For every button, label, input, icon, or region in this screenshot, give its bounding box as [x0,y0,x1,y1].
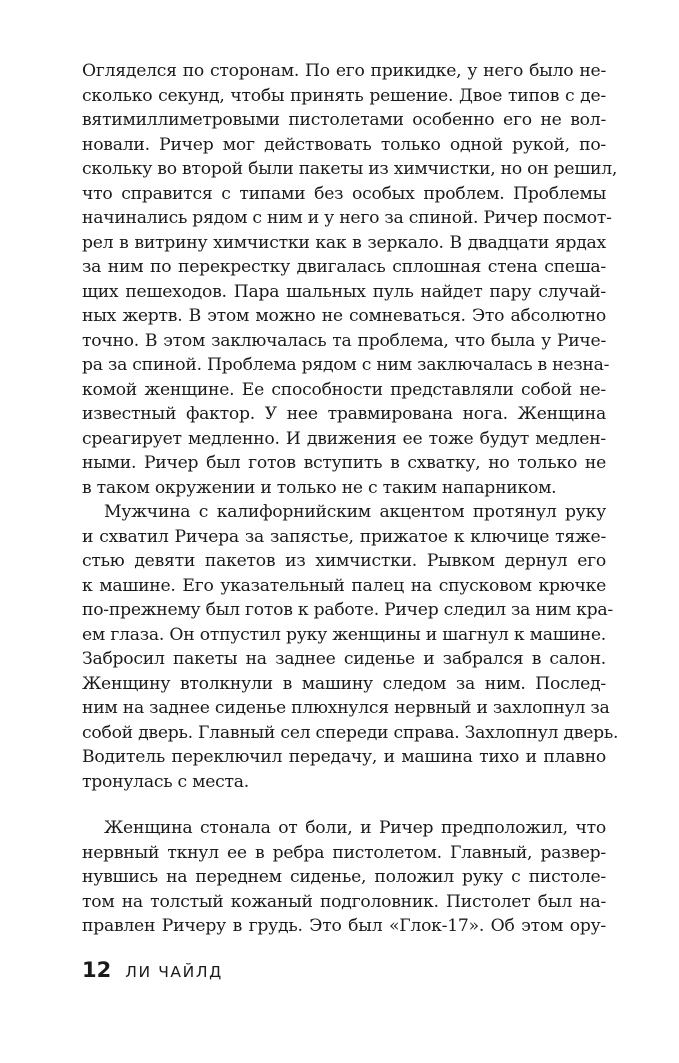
text-line: Водитель переключил передачу, и машина тихо и плавно [82,747,606,767]
text-line: среагирует медленно. И движения ее тоже будут медлен- [82,428,606,449]
text-line: комой женщине. Ее способности представляли собой не- [82,379,606,400]
text-line: новали. Ричер мог действовать только одной рукой, по- [82,134,606,155]
page-number: 12 [82,958,112,982]
text-line: нувшись на переднем сиденье, положил руку с пистоле- [82,867,606,887]
text-line: за ним по перекрестку двигалась сплошная стена спеша- [82,257,606,277]
page-footer [82,958,223,986]
text-line: ных жертв. В этом можно не сомневаться. Это абсолютно [82,306,606,326]
text-line: в таком окружении и только не с таким напарником. [82,477,557,498]
text-line: точно. В этом заключалась та проблема, что была у Риче- [82,330,606,351]
text-line: по-прежнему был готов к работе. Ричер следил за ним кра- [82,600,613,620]
text-line: Мужчина с калифорнийским акцентом протянул руку [104,502,606,522]
text-line: и схватил Ричера за запястье, прижатое к ключице тяже- [82,526,606,547]
text-line: ра за спиной. Проблема рядом с ним заключалась в незна- [82,355,610,375]
paragraph-3 [82,816,606,939]
text-line: к машине. Его указательный палец на спусковом крючке [82,575,606,596]
text-line: Огляделся по сторонам. По его прикидке, у него было не- [82,61,606,81]
text-line: том на толстый кожаный подголовник. Пистолет был на- [82,891,606,912]
text-line: щих пешеходов. Пара шальных пуль найдет пару случай- [82,281,606,302]
paragraph-2 [82,500,619,794]
text-line: ем глаза. Он отпустил руку женщины и шагнул к машине. [82,624,606,645]
running-head-author: ЛИ ЧАЙЛД [125,963,223,981]
text-line: ним на заднее сиденье плюхнулся нервный и захлопнул за [82,698,610,718]
text-line: скольку во второй были пакеты из химчистки, но он решил, [82,159,618,179]
text-line: Женщину втолкнули в машину следом за ним. Послед- [82,673,606,694]
text-line: вятимиллиметровыми пистолетами особенно его не вол- [82,110,606,130]
text-line: тронулась с места. [82,771,250,792]
text-line: правлен Ричеру в грудь. Это был «Глок-17». Об этом ору- [82,916,606,936]
text-line: ными. Ричер был готов вступить в схватку, но только не [82,453,606,473]
paragraph-1 [82,59,618,500]
text-line: рел в витрину химчистки как в зеркало. В двадцати ярдах [82,232,606,253]
text-line: Женщина стонала от боли, и Ричер предположил, что [104,818,606,838]
text-line: нервный ткнул ее в ребра пистолетом. Главный, развер- [82,842,606,863]
text-line: известный фактор. У нее травмирована нога. Женщина [82,404,606,424]
text-line: собой дверь. Главный сел спереди справа. Захлопнул дверь. [82,722,619,743]
text-line: стью девяти пакетов из химчистки. Рывком дернул его [82,551,606,571]
text-line: сколько секунд, чтобы принять решение. Двое типов с де- [82,85,606,106]
text-line: что справится с типами без особых проблем. Проблемы [82,183,606,204]
text-line: Забросил пакеты на заднее сиденье и забрался в салон. [82,649,606,669]
text-line: начинались рядом с ним и у него за спиной. Ричер посмот- [82,208,612,228]
